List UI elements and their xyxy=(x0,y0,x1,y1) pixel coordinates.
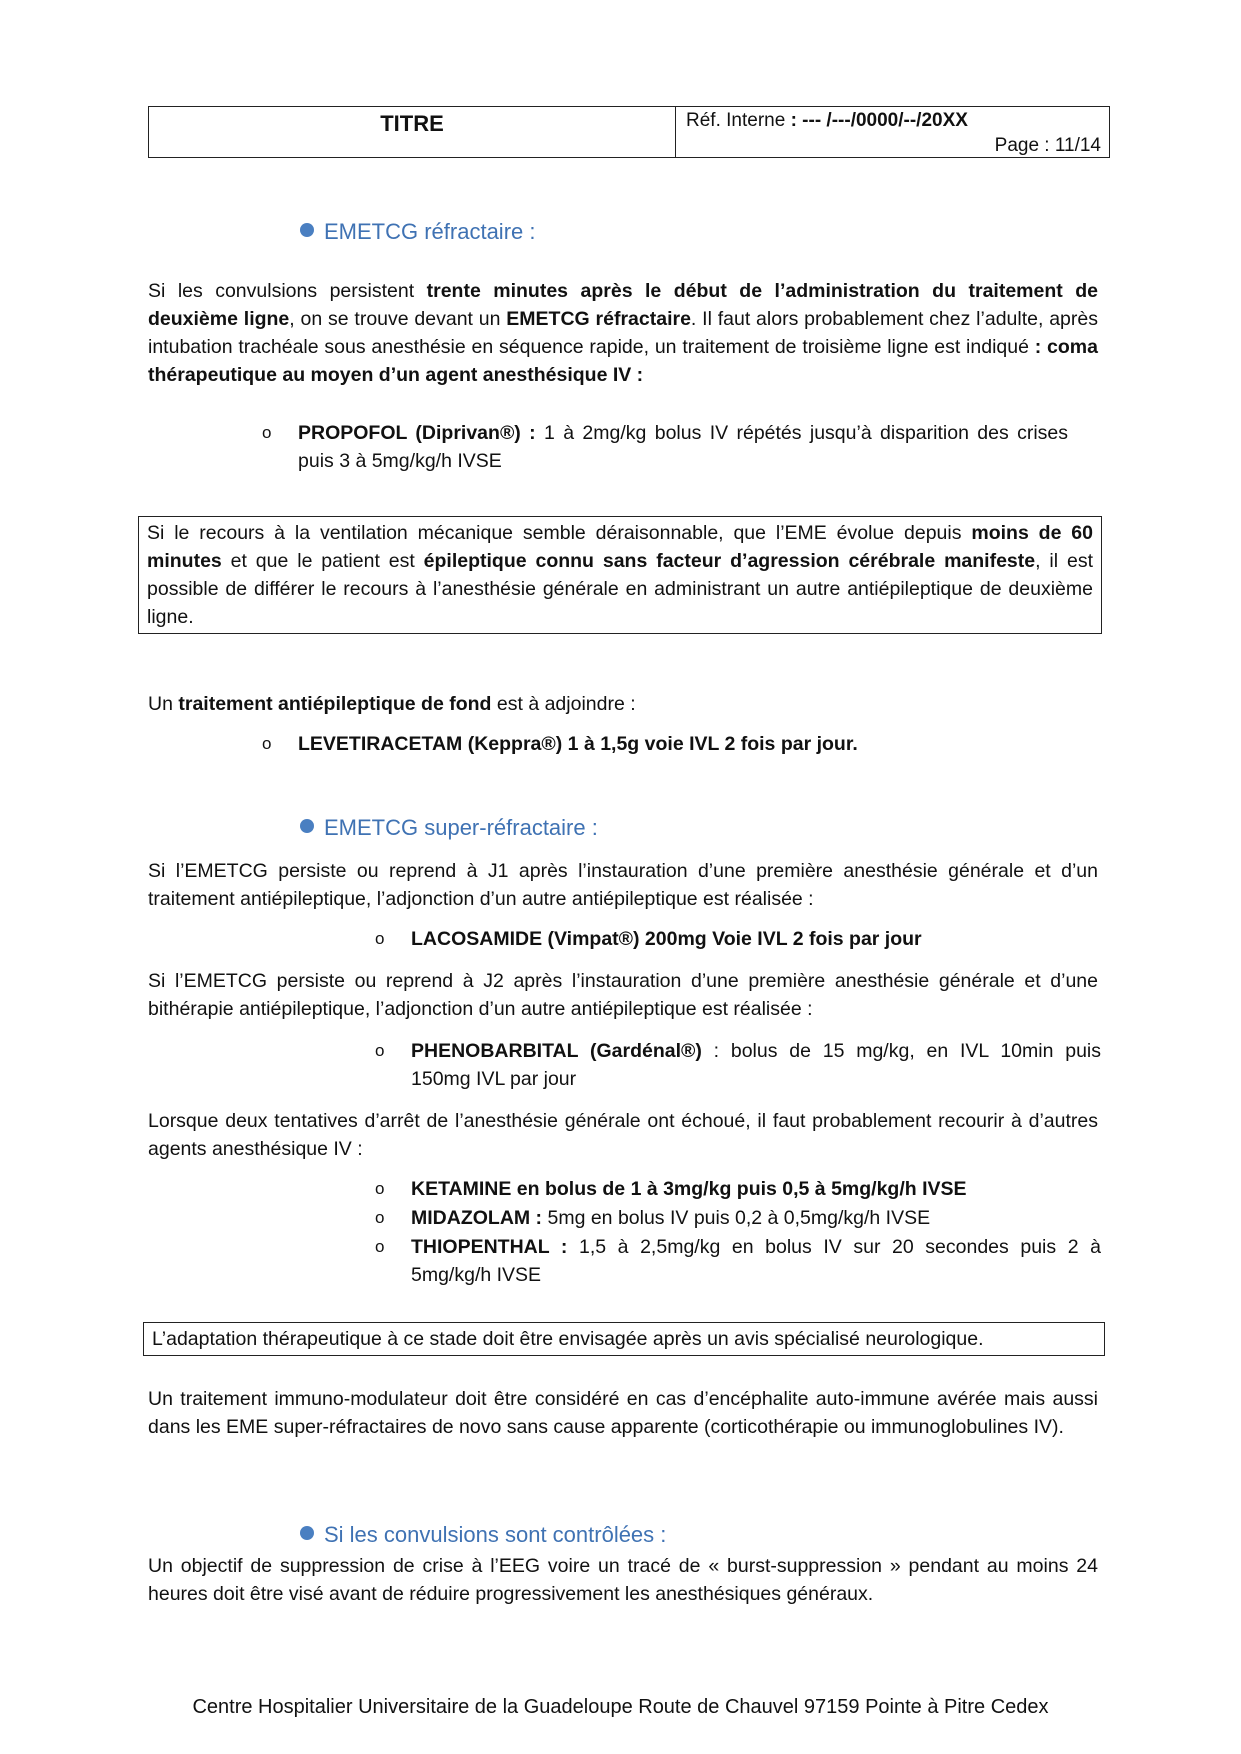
list-item-levetiracetam xyxy=(262,730,1078,758)
text-run: . Il faut alors probablement chez l’adulte, après intubation trachéale sous anesthésie en séquence rapide, un traitement de troisième ligne est indiqué xyxy=(148,308,1098,358)
bold-run: : coma thérapeutique au moyen d’un agent anesthésique IV : xyxy=(148,336,1098,386)
bold-run: traitement antiépileptique de fond xyxy=(178,693,492,715)
paragraph-suppression-crise: Un objectif de suppression de crise à l’EEG voire un tracé de « burst-suppression » pendant au moins 24 heures doit être visé avant de réduire progressivement les anesthésiques généraux. xyxy=(148,1555,1098,1605)
list-bullet-icon: o xyxy=(262,734,272,753)
section-heading-refractaire xyxy=(300,219,535,245)
paragraph-j1: Si l’EMETCG persiste ou reprend à J1 après l’instauration d’une première anesthésie générale et d’un traitement antiépileptique, l’adjonction d’un autre antiépileptique est réalisée : xyxy=(148,860,1098,910)
list-item-midazolam xyxy=(375,1204,1101,1232)
section-heading-controlees xyxy=(300,1522,666,1548)
drug-dosage: : bolus de 15 mg/kg, en IVL 10min puis 150mg IVL par jour xyxy=(411,1040,1101,1090)
text-run: et que le patient est xyxy=(221,550,424,572)
list-item-phenobarbital xyxy=(375,1037,1101,1093)
bold-run: trente minutes après le début de l’administration du traitement de deuxième ligne xyxy=(148,280,1098,330)
page-number: Page : 11/14 xyxy=(994,135,1101,156)
list-item-ketamine xyxy=(375,1175,1101,1203)
list-bullet-icon: o xyxy=(375,1208,385,1227)
text-run: Si le recours à la ventilation mécanique semble déraisonnable, que l’EME évolue depuis xyxy=(147,522,972,544)
text-run: est à adjoindre : xyxy=(491,693,636,715)
drug-name: MIDAZOLAM : xyxy=(411,1207,543,1229)
text-run: Si les convulsions persistent xyxy=(148,280,427,302)
paragraph-traitement-fond xyxy=(148,690,1098,718)
bold-run: EMETCG réfractaire xyxy=(506,308,691,330)
list-bullet-icon: o xyxy=(375,1237,385,1256)
bullet-dot-icon xyxy=(300,819,314,833)
section-heading-text: EMETCG réfractaire : xyxy=(324,219,536,244)
list-bullet-icon: o xyxy=(375,1041,385,1060)
page-footer: Centre Hospitalier Universitaire de la Guadeloupe Route de Chauvel 97159 Pointe à Pitre Cedex xyxy=(192,1696,1049,1718)
bold-run: moins de 60 minutes xyxy=(147,522,1093,572)
reference-value: : --- /---/0000/--/20XX xyxy=(790,110,968,131)
document-header xyxy=(148,106,1110,158)
callout-box-ventilation xyxy=(138,516,1102,634)
section-heading-text: Si les convulsions sont contrôlées : xyxy=(324,1522,667,1547)
list-bullet-icon: o xyxy=(375,929,385,948)
section-heading-super-refractaire xyxy=(300,815,598,841)
section-heading-text: EMETCG super-réfractaire : xyxy=(324,815,598,840)
document-title: TITRE xyxy=(149,107,676,157)
bullet-dot-icon xyxy=(300,223,314,237)
drug-name: PHENOBARBITAL (Gardénal®) xyxy=(411,1040,702,1062)
callout-box-avis-neurologique: L’adaptation thérapeutique à ce stade doit être envisagée après un avis spécialisé neurologique. xyxy=(143,1322,1105,1356)
drug-name: LACOSAMIDE (Vimpat®) 200mg Voie IVL 2 fois par jour xyxy=(411,928,922,950)
reference-line xyxy=(686,108,1101,133)
paragraph-tentatives: Lorsque deux tentatives d’arrêt de l’anesthésie générale ont échoué, il faut probablement recourir à d’autres agents anesthésique IV : xyxy=(148,1110,1098,1160)
list-item-lacosamide xyxy=(375,925,1101,953)
list-item-propofol xyxy=(262,419,1068,475)
bullet-dot-icon xyxy=(300,1526,314,1540)
paragraph-j2: Si l’EMETCG persiste ou reprend à J2 après l’instauration d’une première anesthésie générale et d’une bithérapie antiépileptique, l’adjonction d’un autre antiépileptique est réalisée : xyxy=(148,970,1098,1020)
text-run: , il est possible de différer le recours à l’anesthésie générale en administrant un autre antiépileptique de deuxième ligne. xyxy=(147,550,1094,628)
drug-dosage: 1 à 2mg/kg bolus IV répétés jusqu’à disparition des crises puis 3 à 5mg/kg/h IVSE xyxy=(298,422,1068,472)
drug-name: KETAMINE en bolus de 1 à 3mg/kg puis 0,5 à 5mg/kg/h IVSE xyxy=(411,1178,967,1200)
list-item-thiopenthal xyxy=(375,1233,1101,1289)
drug-dosage: 1,5 à 2,5mg/kg en bolus IV sur 20 secondes puis 2 à 5mg/kg/h IVSE xyxy=(411,1236,1101,1286)
bold-run: épileptique connu sans facteur d’agression cérébrale manifeste xyxy=(423,550,1036,572)
drug-name: LEVETIRACETAM (Keppra®) 1 à 1,5g voie IVL 2 fois par jour. xyxy=(298,733,858,755)
drug-name: THIOPENTHAL : xyxy=(411,1236,568,1258)
text-run: Un xyxy=(148,693,179,715)
drug-name: PROPOFOL (Diprivan®) : xyxy=(298,422,536,444)
list-bullet-icon: o xyxy=(375,1179,385,1198)
text-run: , on se trouve devant un xyxy=(289,308,507,330)
reference-label: Réf. Interne xyxy=(686,110,791,131)
paragraph-refractaire-intro xyxy=(148,277,1098,389)
list-bullet-icon: o xyxy=(262,423,272,442)
drug-dosage: 5mg en bolus IV puis 0,2 à 0,5mg/kg/h IVSE xyxy=(542,1207,931,1229)
document-reference xyxy=(676,107,1109,157)
paragraph-immuno-modulateur: Un traitement immuno-modulateur doit être considéré en cas d’encéphalite auto-immune avérée mais aussi dans les EME super-réfractaires de novo sans cause apparente (corticothérapie ou immunoglobulines IV). xyxy=(148,1388,1098,1438)
